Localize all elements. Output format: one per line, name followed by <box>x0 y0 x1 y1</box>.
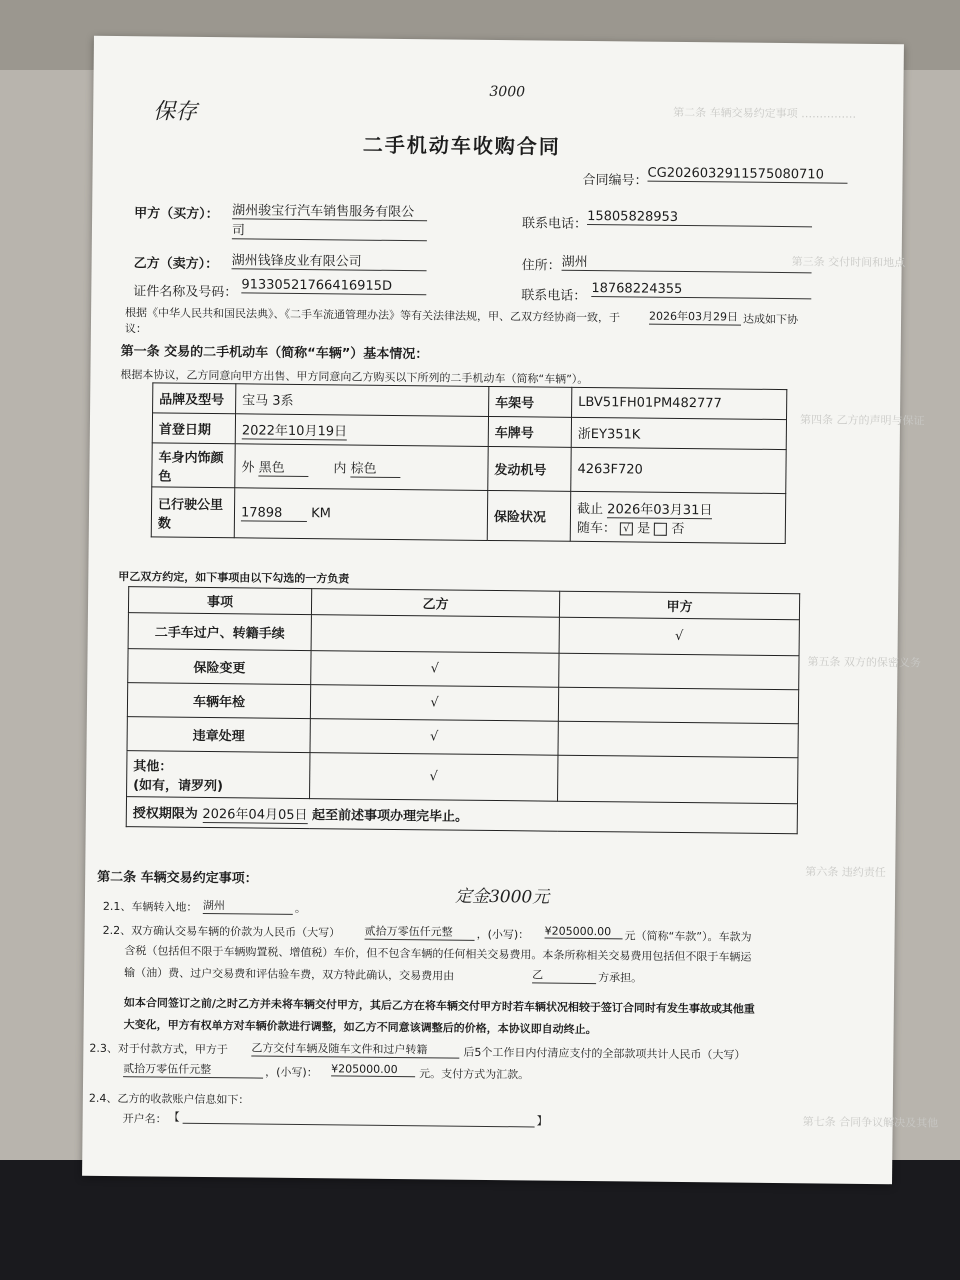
mileage-unit: KM <box>311 505 331 521</box>
color-label-line1: 车身内饰颜 <box>158 449 224 466</box>
clause-2-2-text-end: 元（简称“车款”）。车款为 <box>624 929 752 944</box>
party-b-name: 湖州钱锋皮业有限公司 <box>232 249 427 271</box>
auth-date: 2026年04月05日 <box>202 806 308 824</box>
reg-date-value: 2022年10月19日 <box>241 423 348 440</box>
color-label-line2: 色 <box>158 468 172 485</box>
contract-paper <box>82 36 939 1184</box>
row-inspection-a[interactable] <box>558 687 798 724</box>
row-violation-b[interactable]: √ <box>310 719 558 756</box>
row-other-a[interactable] <box>558 755 798 804</box>
page-title: 二手机动车收购合同 <box>362 132 561 159</box>
price-lowercase: ¥205000.00 <box>545 925 623 940</box>
party-a-name: 湖州骏宝行汽车销售服务有限公 <box>232 199 427 221</box>
preamble-text-cont: 议： <box>124 322 147 336</box>
mileage-value: 17898 <box>241 505 307 522</box>
preamble-text: 根据《中华人民共和国民法典》、《二手车流通管理办法》等有关法律法规，甲、乙双方经协商一致，于 <box>125 306 621 325</box>
yes-label: 是 <box>637 521 651 537</box>
clause-2-1-value: 湖州 <box>203 897 293 915</box>
row-violation-a[interactable] <box>558 721 798 758</box>
party-a-label: 甲方（买方）： <box>134 206 219 223</box>
account-bracket-left: 【 <box>168 1110 180 1124</box>
reg-date-cell <box>235 414 488 447</box>
auth-label: 授权期限为 <box>132 806 198 822</box>
vin-label: 车架号 <box>489 386 572 417</box>
vin-value: LBV51FH01PM482777 <box>572 387 787 419</box>
other-note: (如有，请罗列) <box>133 777 224 794</box>
party-a-phone: 15805828953 <box>587 209 812 227</box>
insurance-label: 保险状况 <box>487 490 571 541</box>
mileage-cell <box>234 488 488 541</box>
party-b-addr: 湖州 <box>562 251 812 274</box>
clause-2-2-line3: 输（油）费、过户交易费和评估验车费，双方特此确认，交易费用由 <box>124 966 455 983</box>
contract-no-label: 合同编号： <box>582 172 648 189</box>
party-b-label: 乙方（卖方）： <box>133 256 219 273</box>
responsibility-intro: 甲乙双方约定，如下事项由以下勾选的一方负责 <box>118 570 350 586</box>
clause-2-2-line2: 含税（包括但不限于车辆购置税、增值税）车价，但不包含车辆的任何相关交易费用。本条所称相关交易费用包括但不限于车辆运 <box>124 944 752 964</box>
clause-2-3-text: 2.3、对于付款方式，甲方于 <box>89 1041 228 1057</box>
insurance-date: 2026年03月31日 <box>607 501 713 518</box>
no-label: 否 <box>671 521 685 537</box>
clause-2-3-text-mid: 后5个工作日内付清应支付的全部款项共计人民币（大写） <box>463 1045 746 1062</box>
exterior-color: 黑色 <box>259 456 309 477</box>
other-label: 其他： <box>133 758 173 775</box>
article-1-intro: 根据本协议，乙方同意向甲方出售、甲方同意向乙方购买以下所列的二手机动车（简称“车辆”）。 <box>120 368 589 386</box>
row-insurance-item: 保险变更 <box>128 649 311 685</box>
handwritten-amount: 3000 <box>489 83 526 101</box>
row-other-item <box>127 751 310 799</box>
row-inspection-b[interactable]: √ <box>310 685 558 722</box>
mileage-label <box>151 487 235 538</box>
auth-text: 起至前述事项办理完毕止。 <box>312 808 469 825</box>
payment-condition: 乙方交付车辆及随车文件和过户转籍 <box>251 1039 459 1058</box>
row-inspection-item: 车辆年检 <box>127 683 310 719</box>
party-b-phone-label: 联系电话： <box>521 288 587 304</box>
party-b-addr-label: 住所： <box>521 258 561 274</box>
header-party-b: 乙方 <box>311 589 559 618</box>
exterior-label: 外 <box>241 459 255 475</box>
bleed-through-text: 第三条 交付时间和地点 <box>791 255 906 270</box>
row-insurance-a[interactable] <box>559 653 799 690</box>
mileage-label-line2: 数 <box>157 515 171 532</box>
clause-2-1-end: 。 <box>294 901 306 916</box>
party-a-name-cont: 司 <box>232 219 427 241</box>
handwritten-deposit: 定金3000元 <box>454 886 550 908</box>
clause-2-3-text-end: 元。支付方式为汇款。 <box>419 1067 530 1082</box>
account-name-field[interactable] <box>183 1109 535 1128</box>
color-cell <box>235 444 488 491</box>
plate-label: 车牌号 <box>488 416 571 447</box>
party-b-id: 91330521766416915D <box>241 277 426 295</box>
payment-uppercase: 贰拾万零伍仟元整 <box>123 1060 263 1078</box>
color-label <box>152 443 235 488</box>
no-checkbox[interactable] <box>654 522 667 535</box>
row-insurance-b[interactable]: √ <box>311 651 559 688</box>
interior-color: 棕色 <box>350 457 400 478</box>
contract-no-value: CG20260329115750807​10 <box>647 166 847 184</box>
handwritten-note: 保存 <box>153 99 198 125</box>
bold-clause-line2: 大变化，甲方有权单方对车辆价款进行调整，如乙方不同意该调整后的价格，本协议即自动终止。 <box>123 1018 597 1037</box>
party-b-phone: 18768224355 <box>591 281 811 299</box>
row-other-b[interactable]: √ <box>310 753 558 802</box>
bleed-through-text: 第二条 车辆交易约定事项 …………… <box>673 105 857 121</box>
payment-lowercase: ¥205000.00 <box>331 1062 415 1077</box>
bleed-through-text: 第六条 违约责任 <box>805 865 886 880</box>
preamble-text-end: 达成如下协 <box>742 312 799 327</box>
bleed-through-text: 第五条 双方的保密义务 <box>807 655 922 670</box>
article-2-title: 第二条 车辆交易约定事项： <box>97 869 258 887</box>
header-party-a: 甲方 <box>559 591 799 620</box>
responsibility-table <box>126 586 800 834</box>
reg-date-label: 首登日期 <box>152 413 235 444</box>
header-item: 事项 <box>128 587 311 615</box>
insurance-prefix: 截止 <box>576 501 604 517</box>
brand-value: 宝马 3系 <box>236 384 489 417</box>
row-transfer-item: 二手车过户、转籍手续 <box>128 613 311 651</box>
bold-clause-line1: 如本合同签订之前/之时乙方并未将车辆交付甲方，其后乙方在将车辆交付甲方时若车辆状况相较于签订合同时有发生事故或其他重 <box>123 996 755 1016</box>
insurance-cell <box>570 491 786 543</box>
engine-label: 发动机号 <box>488 446 571 491</box>
engine-value: 4263F720 <box>571 447 786 493</box>
row-transfer-b[interactable] <box>311 615 559 654</box>
fee-payer: 乙 <box>532 966 596 984</box>
bleed-through-text: 第七条 合同争议解决及其他 <box>802 1115 939 1130</box>
mileage-label-line1: 已行驶公里 <box>158 496 224 513</box>
clause-2-1-label: 2.1、车辆转入地： <box>102 899 198 914</box>
interior-label: 内 <box>333 460 347 476</box>
with-car-label: 随车： <box>576 520 616 536</box>
row-transfer-a[interactable]: √ <box>559 617 799 656</box>
row-violation-item: 违章处理 <box>127 717 310 753</box>
vehicle-info-table <box>151 382 788 544</box>
clause-2-3-small-label: ，(小写)： <box>265 1065 318 1080</box>
yes-checkbox[interactable]: √ <box>620 522 633 535</box>
price-uppercase: 贰拾万零伍仟元整 <box>365 923 475 941</box>
authorization-row <box>126 797 797 834</box>
clause-2-2-line3-end: 方承担。 <box>598 971 643 985</box>
plate-value: 浙EY351K <box>571 417 786 449</box>
party-b-id-label: 证件名称及号码： <box>133 284 238 301</box>
party-a-phone-label: 联系电话： <box>521 216 588 232</box>
account-name-label: 开户名： <box>122 1112 167 1126</box>
bleed-through-text: 第四条 乙方的声明与保证 <box>799 413 925 428</box>
article-1-title: 第一条 交易的二手机动车（简称“车辆”）基本情况： <box>120 344 429 363</box>
clause-2-2-text: 2.2、双方确认交易车辆的价款为人民币（大写） <box>102 923 341 940</box>
brand-label: 品牌及型号 <box>153 383 236 414</box>
preamble-date: 2026年03月29日 <box>649 308 741 326</box>
clause-2-2-small-label: ，(小写)： <box>476 927 530 942</box>
clause-2-4-text: 2.4、乙方的收款账户信息如下： <box>88 1091 250 1107</box>
account-bracket-right: 】 <box>536 1114 548 1128</box>
